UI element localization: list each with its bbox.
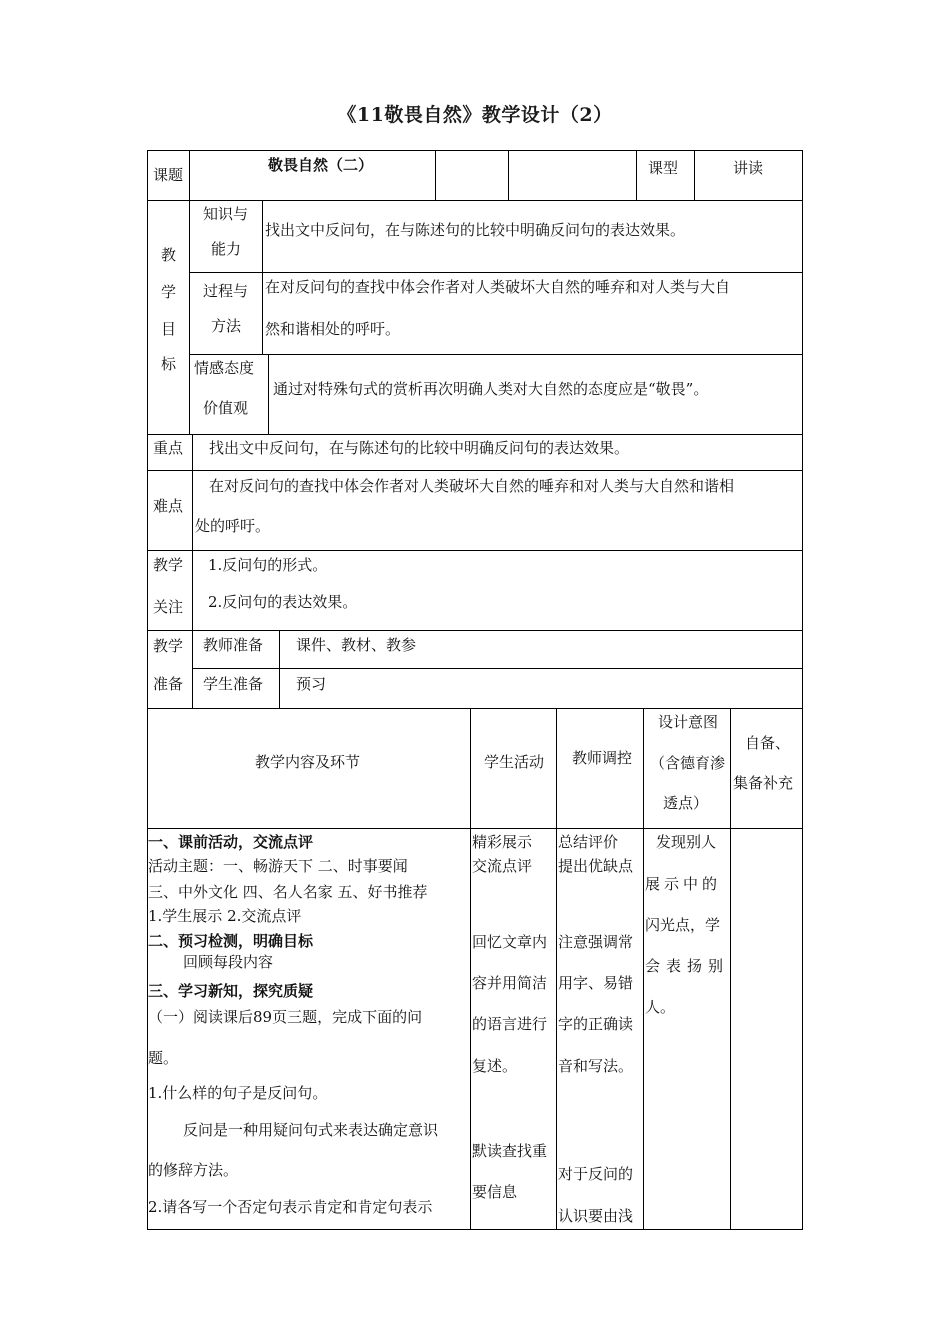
teacher-control-line: 认识要由浅 [558, 1207, 634, 1225]
student-activity-line: 默读查找重 [472, 1142, 548, 1160]
content-line: 反问是一种用疑问句式来表达确定意识 [183, 1121, 439, 1139]
design-intent-line: 发现别人 [656, 833, 717, 851]
content-line: 的修辞方法。 [148, 1161, 239, 1179]
goal-knowledge-label: 能力 [211, 240, 242, 258]
key-point-label: 重点 [153, 439, 184, 457]
prep-teacher-label: 教师准备 [203, 636, 264, 654]
teacher-control-line: 对于反问的 [558, 1165, 634, 1183]
col-supplement-header: 自备、 [745, 734, 791, 752]
content-line: 一、课前活动，交流点评 [148, 833, 314, 851]
student-activity-line: 精彩展示 [472, 833, 533, 851]
content-line: 三、学习新知，探究质疑 [148, 982, 314, 1000]
teacher-control-line: 提出优缺点 [558, 857, 634, 875]
lesson-type-value: 讲读 [733, 159, 764, 177]
col-supplement-header: 集备补充 [733, 774, 794, 792]
focus-label: 关注 [153, 598, 184, 616]
prep-teacher-value: 课件、教材、教参 [296, 636, 417, 654]
topic-label: 课题 [153, 166, 184, 184]
teacher-control-line: 总结评价 [558, 833, 619, 851]
difficulty-text: 处的呼吁。 [195, 517, 271, 535]
design-intent-line: 人。 [645, 998, 676, 1016]
prep-label: 教学 [153, 637, 184, 655]
content-line: 1.学生展示 2.交流点评 [148, 907, 302, 925]
design-intent-line: 展示中的 [645, 875, 722, 893]
lesson-type-label: 课型 [648, 159, 679, 177]
goal-attitude-label: 价值观 [203, 399, 249, 417]
document-title: 《11敬畏自然》教学设计（2） [337, 104, 613, 126]
topic-value: 敬畏自然（二） [268, 156, 374, 174]
goal-process-label: 过程与 [203, 282, 249, 300]
content-line: 题。 [148, 1049, 179, 1067]
content-line: 2.请各写一个否定句表示肯定和肯定句表示 [148, 1198, 433, 1216]
goals-label-char: 目 [161, 320, 177, 338]
goal-attitude-text: 通过对特殊句式的赏析再次明确人类对大自然的态度应是“敬畏”。 [273, 380, 709, 398]
goal-process-label: 方法 [211, 317, 242, 335]
goal-attitude-label: 情感态度 [194, 359, 255, 377]
content-line: 1.什么样的句子是反问句。 [148, 1084, 328, 1102]
student-activity-line: 复述。 [472, 1057, 518, 1075]
key-point-text: 找出文中反问句，在与陈述句的比较中明确反问句的表达效果。 [209, 439, 630, 457]
student-activity-line: 的语言进行 [472, 1015, 548, 1033]
student-activity-line: 回忆文章内 [472, 933, 548, 951]
col-student-header: 学生活动 [484, 753, 545, 771]
content-line: 回顾每段内容 [183, 953, 274, 971]
prep-label: 准备 [153, 675, 184, 693]
teacher-control-line: 音和写法。 [558, 1057, 634, 1075]
goal-knowledge-text: 找出文中反问句，在与陈述句的比较中明确反问句的表达效果。 [265, 221, 686, 239]
content-line: 活动主题：一、畅游天下 二、时事要闻 [148, 857, 408, 875]
focus-item: 2.反问句的表达效果。 [208, 593, 358, 611]
content-line: 二、预习检测，明确目标 [148, 932, 314, 950]
difficulty-text: 在对反问句的查找中体会作者对人类破坏大自然的唾弃和对人类与大自然和谐相 [209, 477, 735, 495]
focus-label: 教学 [153, 556, 184, 574]
goal-knowledge-label: 知识与 [203, 205, 249, 223]
col-intent-header: 透点） [663, 794, 709, 812]
student-activity-line: 要信息 [472, 1183, 518, 1201]
prep-student-label: 学生准备 [203, 675, 264, 693]
col-intent-header: 设计意图 [658, 713, 719, 731]
goal-process-text: 在对反问句的查找中体会作者对人类破坏大自然的唾弃和对人类与大自 [265, 278, 731, 296]
teacher-control-line: 用字、易错 [558, 974, 634, 992]
content-line: 三、中外文化 四、名人名家 五、好书推荐 [148, 883, 428, 901]
teacher-control-line: 字的正确读 [558, 1015, 634, 1033]
col-content-header: 教学内容及环节 [255, 753, 361, 771]
goals-label-char: 学 [161, 283, 177, 301]
goals-label-char: 教 [161, 246, 177, 264]
design-intent-line: 会表扬别 [645, 957, 730, 975]
content-line: （一）阅读课后89页三题，完成下面的问 [148, 1008, 423, 1026]
design-intent-line: 闪光点，学 [645, 916, 721, 934]
difficulty-label: 难点 [153, 497, 184, 515]
student-activity-line: 交流点评 [472, 857, 533, 875]
col-teacher-header: 教师调控 [572, 749, 633, 767]
col-intent-header: （含德育渗 [650, 754, 726, 772]
student-activity-line: 容并用简洁 [472, 974, 548, 992]
focus-item: 1.反问句的形式。 [208, 556, 328, 574]
goal-process-text: 然和谐相处的呼吁。 [265, 320, 401, 338]
goals-label-char: 标 [161, 355, 177, 373]
prep-student-value: 预习 [296, 675, 327, 693]
teacher-control-line: 注意强调常 [558, 933, 634, 951]
